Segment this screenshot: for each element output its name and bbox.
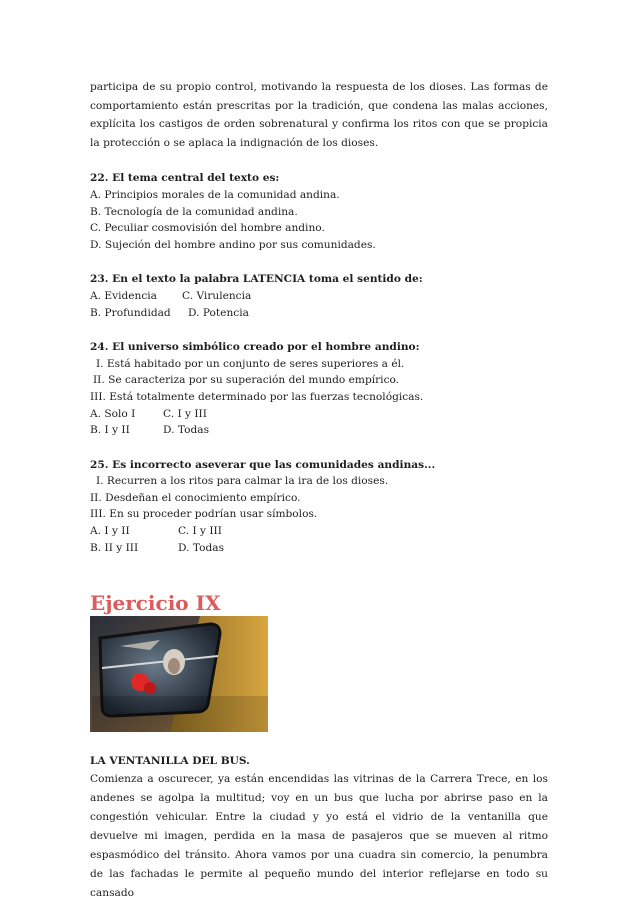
bus-window-photo [90, 616, 268, 732]
answer-option: B. Profundidad [90, 306, 171, 319]
question-title: 22. El tema central del texto es: [90, 172, 280, 185]
answer-option: C. I y III [163, 407, 207, 420]
question-title: 23. En el texto la palabra LATENCIA toma el sentido de: [90, 273, 423, 286]
answer-row [90, 523, 548, 540]
answer-option: B. Tecnología de la comunidad andina. [90, 205, 298, 218]
answer-option: A. Principios morales de la comunidad andina. [90, 188, 340, 201]
answer-option: D. Sujeción del hombre andino por sus comunidades. [90, 238, 376, 251]
question-22 [90, 170, 548, 253]
answer-option: D. Todas [178, 541, 225, 554]
answer-row [90, 540, 548, 557]
answer-option: D. Todas [163, 424, 210, 437]
statement: III. En su proceder podrían usar símbolos. [90, 508, 318, 521]
question-23 [90, 271, 548, 321]
answer-option: C. Virulencia [182, 289, 252, 302]
answer-row [90, 422, 548, 439]
answer-row [90, 406, 548, 423]
answer-option: B. II y III [90, 541, 139, 554]
answer-option: B. I y II [90, 424, 130, 437]
answer-option: A. Solo I [90, 407, 136, 420]
question-title: 25. Es incorrecto aseverar que las comunidades andinas... [90, 458, 436, 471]
answer-option: C. I y III [178, 525, 222, 538]
section-heading: Ejercicio IX [90, 591, 221, 616]
answer-row [90, 305, 548, 322]
story-paragraph: Comienza a oscurecer, ya están encendidas las vitrinas de la Carrera Trece, en los andenes se agolpa la multitud; voy en un bus que lucha por abrirse paso en la congestión vehicular. Entre la ciudad y yo está el vidrio de la ventanilla que devuelve mi imagen, perdida en la masa de pasajeros que se mueven al ritmo espasmódico del tránsito. Ahora vamos por una cuadra sin comercio, la penumbra de las fachadas le permite al pequeño mundo del interior reflejarse en todo su cansado [90, 773, 548, 900]
intro-paragraph: participa de su propio control, motivando la respuesta de los dioses. Las formas de comportamiento están prescritas por la tradición, que condena las malas acciones, explícita los castigos de orden sobrenatural y confirma los ritos con que se propicia la protección o se aplaca la indignación de los dioses. [90, 81, 548, 149]
page-content [90, 78, 548, 903]
statement: I. Recurren a los ritos para calmar la ira de los dioses. [96, 475, 389, 488]
question-24 [90, 339, 548, 439]
answer-option: D. Potencia [188, 306, 249, 319]
statement: I. Está habitado por un conjunto de seres superiores a él. [96, 357, 405, 370]
answer-option: A. Evidencia [90, 289, 158, 302]
question-title: 24. El universo simbólico creado por el hombre andino: [90, 341, 420, 354]
story-title: LA VENTANILLA DEL BUS. [90, 755, 250, 768]
statement: II. Desdeñan el conocimiento empírico. [90, 491, 301, 504]
statement: III. Está totalmente determinado por las fuerzas tecnológicas. [90, 390, 424, 403]
answer-option: C. Peculiar cosmovisión del hombre andino. [90, 222, 325, 235]
statement: II. Se caracteriza por su superación del mundo empírico. [93, 374, 400, 387]
question-25 [90, 457, 548, 557]
answer-option: A. I y II [90, 525, 130, 538]
answer-row [90, 288, 548, 305]
